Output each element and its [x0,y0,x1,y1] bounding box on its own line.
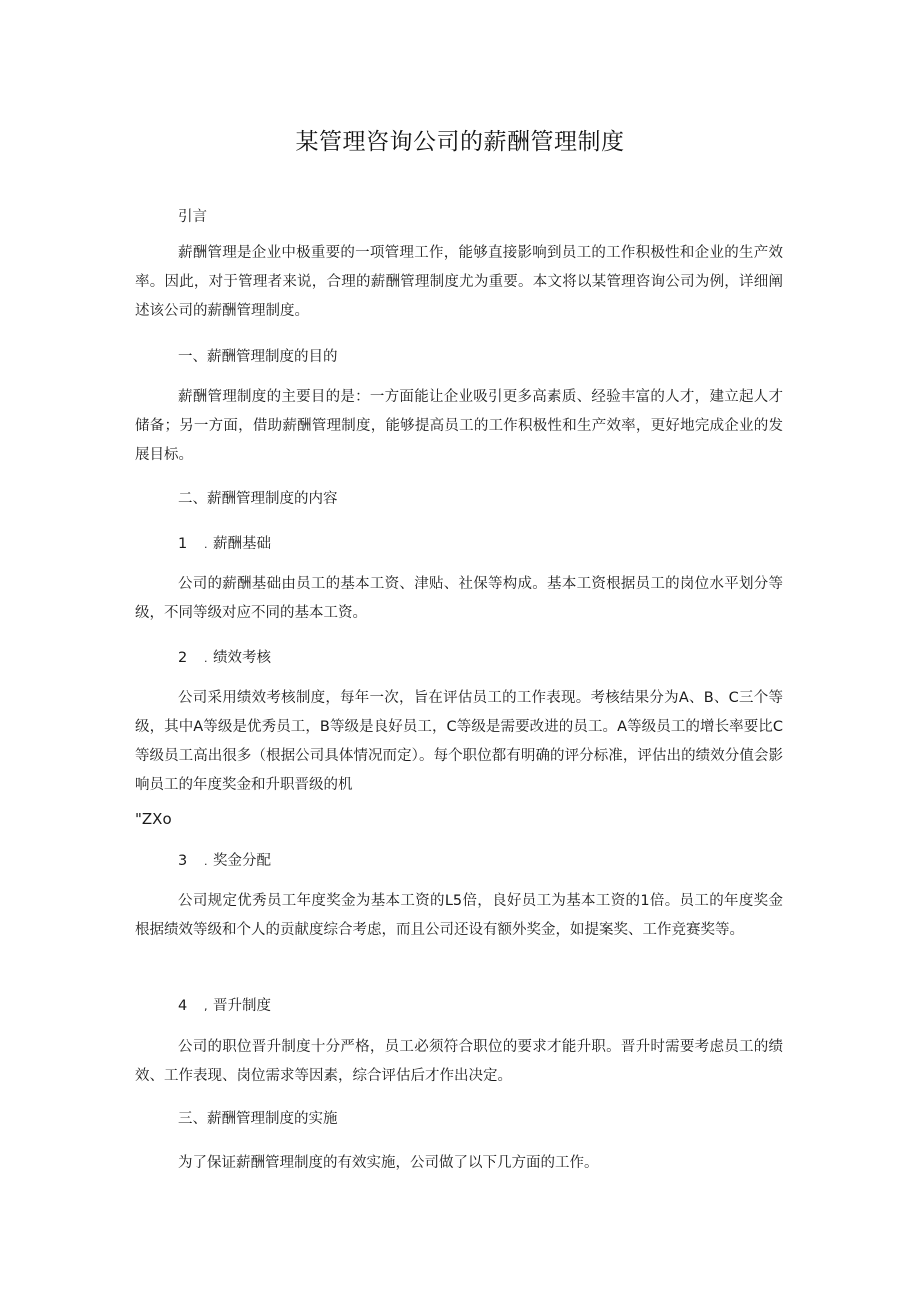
item1-paragraph: 公司的薪酬基础由员工的基本工资、津贴、社保等构成。基本工资根据员工的岗位水平划分等级，不同等级对应不同的基本工资。 [135,576,783,621]
item1-heading [178,534,271,555]
item1-separator: . [204,538,208,551]
item1-label: 薪酬基础 [213,536,271,552]
document-title: 某管理咨询公司的薪酬管理制度 [295,129,625,155]
item3-number: 3 [178,853,188,869]
section2-heading: 二、薪酬管理制度的内容 [178,491,338,507]
item3-label: 奖金分配 [213,853,271,869]
intro-heading: 引言 [178,209,207,225]
item3-heading [178,851,271,872]
item3-paragraph: 公司规定优秀员工年度奖金为基本工资的L5倍，良好员工为基本工资的1倍。员工的年度奖金根据绩效等级和个人的贡献度综合考虑，而且公司还设有额外奖金，如提案奖、工作竞赛奖等。 [135,893,783,938]
text-fragment: "ZXo [135,810,172,828]
item4-number: 4 [178,998,188,1014]
item2-heading [178,648,271,669]
item4-label: 晋升制度 [213,998,271,1014]
section1-paragraph: 薪酬管理制度的主要目的是：一方面能让企业吸引更多高素质、经验丰富的人才，建立起人才储备；另一方面，借助薪酬管理制度，能够提高员工的工作积极性和生产效率，更好地完成企业的发展目标。 [135,389,783,463]
item1-number: 1 [178,536,188,552]
item4-paragraph: 公司的职位晋升制度十分严格，员工必须符合职位的要求才能升职。晋升时需要考虑员工的绩效、工作表现、岗位需求等因素，综合评估后才作出决定。 [135,1039,783,1084]
item4-separator: , [204,1000,208,1013]
intro-paragraph: 薪酬管理是企业中极重要的一项管理工作，能够直接影响到员工的工作积极性和企业的生产效率。因此，对于管理者来说，合理的薪酬管理制度尤为重要。本文将以某管理咨询公司为例，详细阐述该公司的薪酬管理制度。 [135,245,783,319]
item2-number: 2 [178,650,188,666]
item3-separator: . [204,855,208,868]
item2-paragraph: 公司采用绩效考核制度，每年一次，旨在评估员工的工作表现。考核结果分为A、B、C三个等级，其中A等级是优秀员工，B等级是良好员工，C等级是需要改进的员工。A等级员工的增长率要比C等级员工高出很多（根据公司具体情况而定）。每个职位都有明确的评分标准，评估出的绩效分值会影响员工的年度奖金和升职晋级的机 [135,690,783,793]
section3-paragraph: 为了保证薪酬管理制度的有效实施，公司做了以下几方面的工作。 [178,1155,599,1171]
section3-heading: 三、薪酬管理制度的实施 [178,1111,338,1127]
item2-separator: . [204,652,208,665]
item2-label: 绩效考核 [213,650,271,666]
item4-heading [178,996,271,1017]
section1-heading: 一、薪酬管理制度的目的 [178,349,338,365]
